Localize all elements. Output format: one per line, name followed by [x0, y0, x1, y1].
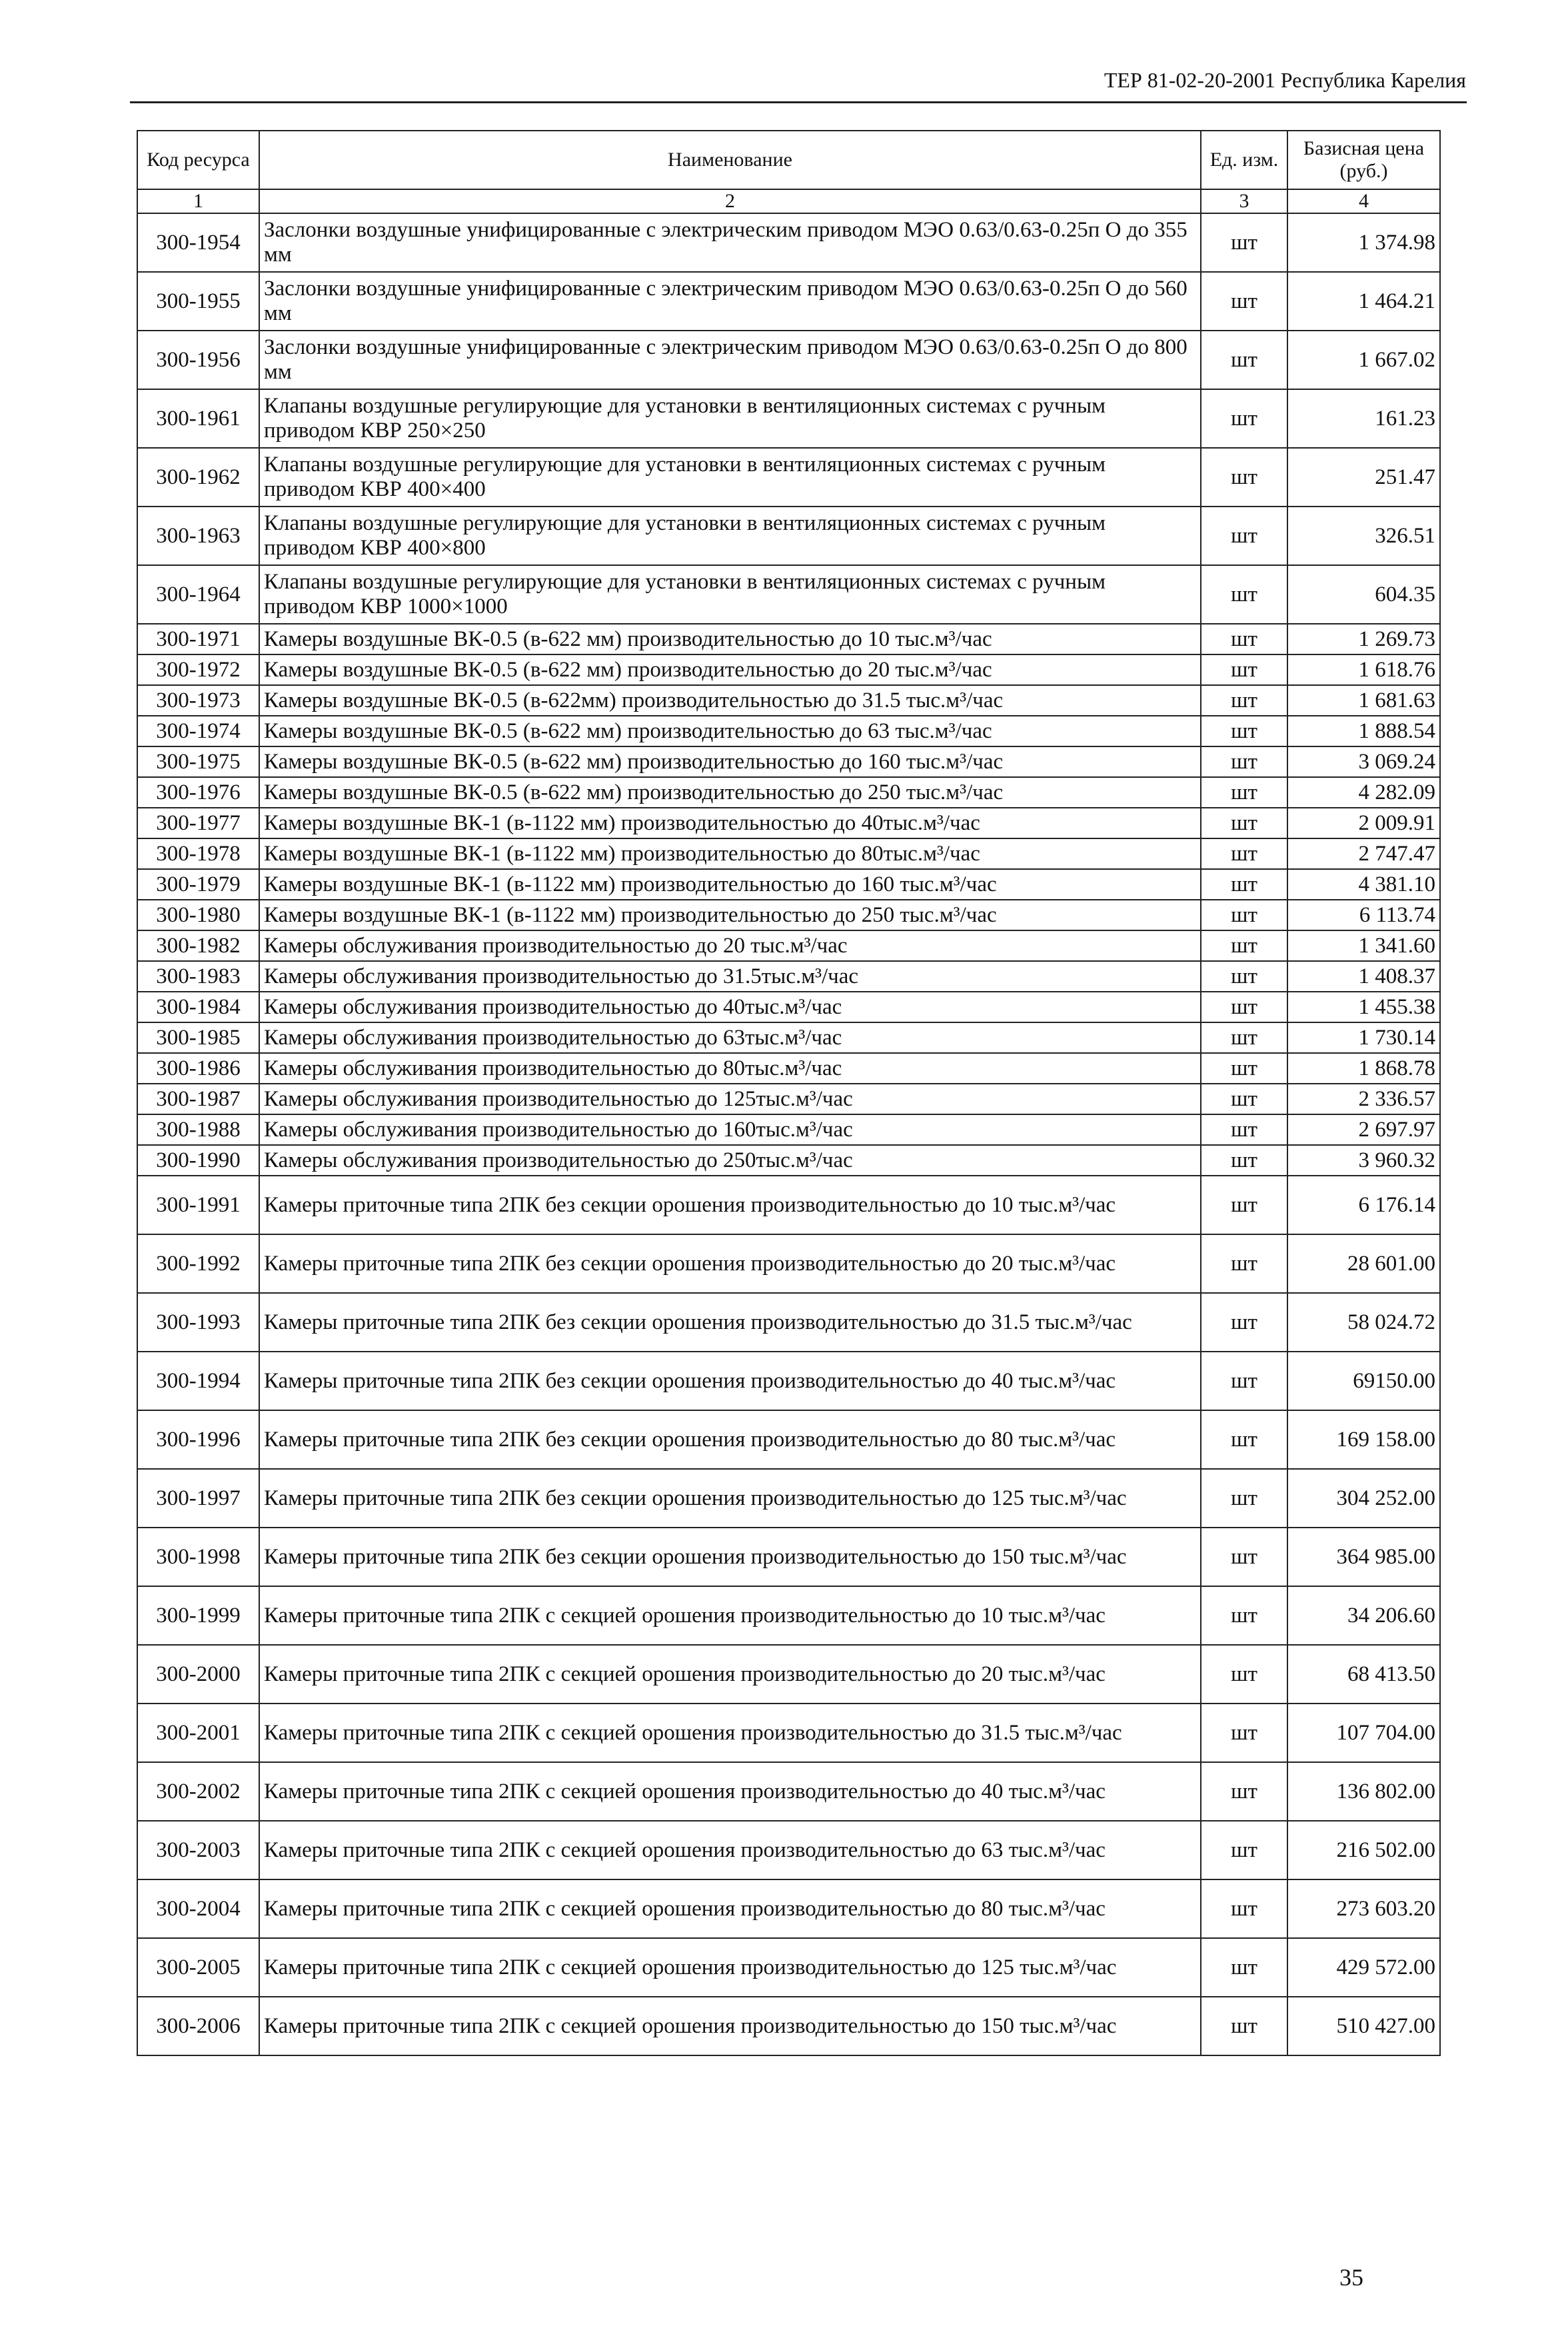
resource-code-cell: 300-1976: [137, 777, 259, 808]
table-row: [137, 716, 1440, 746]
resource-code-cell: 300-1996: [137, 1410, 259, 1469]
price-cell: 6 176.14: [1287, 1176, 1440, 1234]
resource-name-cell: Камеры воздушные ВК-0.5 (в-622 мм) производительностью до 250 тыс.м³/час: [259, 777, 1201, 808]
price-cell: 3 069.24: [1287, 746, 1440, 777]
table-row: [137, 1704, 1440, 1762]
resource-name-cell: Камеры приточные типа 2ПК с секцией орошения производительностью до 10 тыс.м³/час: [259, 1586, 1201, 1645]
table-row: [137, 331, 1440, 389]
unit-cell: шт: [1201, 1879, 1287, 1938]
resource-name-cell: Камеры приточные типа 2ПК с секцией орошения производительностью до 125 тыс.м³/час: [259, 1938, 1201, 1997]
price-cell: 1 455.38: [1287, 992, 1440, 1022]
resource-code-cell: 300-2000: [137, 1645, 259, 1704]
unit-cell: шт: [1201, 624, 1287, 654]
resource-name-cell: Камеры воздушные ВК-0.5 (в-622мм) производительностью до 31.5 тыс.м³/час: [259, 685, 1201, 716]
price-cell: 510 427.00: [1287, 1997, 1440, 2055]
table-row: [137, 624, 1440, 654]
resource-name-cell: Камеры приточные типа 2ПК без секции орошения производительностью до 20 тыс.м³/час: [259, 1234, 1201, 1293]
resource-name-cell: Камеры воздушные ВК-0.5 (в-622 мм) производительностью до 10 тыс.м³/час: [259, 624, 1201, 654]
column-number: 4: [1287, 189, 1440, 213]
resource-code-cell: 300-1964: [137, 565, 259, 624]
unit-cell: шт: [1201, 1645, 1287, 1704]
resource-name-cell: Камеры воздушные ВК-1 (в-1122 мм) производительностью до 40тыс.м³/час: [259, 808, 1201, 838]
resource-name-cell: Камеры приточные типа 2ПК без секции орошения производительностью до 10 тыс.м³/час: [259, 1176, 1201, 1234]
header-rule: [130, 101, 1467, 103]
resource-name-cell: Заслонки воздушные унифицированные с электрическим приводом МЭО 0.63/0.63-0.25п О до 800 мм: [259, 331, 1201, 389]
column-header-unit: Ед. изм.: [1201, 131, 1287, 189]
price-cell: 326.51: [1287, 507, 1440, 565]
column-number-row: [137, 189, 1440, 213]
price-cell: 1 464.21: [1287, 272, 1440, 331]
resource-name-cell: Камеры приточные типа 2ПК с секцией орошения производительностью до 63 тыс.м³/час: [259, 1821, 1201, 1879]
resource-code-cell: 300-2004: [137, 1879, 259, 1938]
table-row: [137, 1645, 1440, 1704]
resource-name-cell: Камеры воздушные ВК-1 (в-1122 мм) производительностью до 250 тыс.м³/час: [259, 900, 1201, 930]
price-cell: 2 336.57: [1287, 1084, 1440, 1114]
resource-code-cell: 300-1987: [137, 1084, 259, 1114]
resource-name-cell: Камеры обслуживания производительностью до 250тыс.м³/час: [259, 1145, 1201, 1176]
resource-code-cell: 300-1983: [137, 961, 259, 992]
unit-cell: шт: [1201, 1234, 1287, 1293]
table-row: [137, 1176, 1440, 1234]
resource-name-cell: Камеры обслуживания производительностью до 63тыс.м³/час: [259, 1022, 1201, 1053]
price-cell: 251.47: [1287, 448, 1440, 507]
unit-cell: шт: [1201, 1997, 1287, 2055]
resource-code-cell: 300-1986: [137, 1053, 259, 1084]
resource-code-cell: 300-1991: [137, 1176, 259, 1234]
unit-cell: шт: [1201, 654, 1287, 685]
column-number: 1: [137, 189, 259, 213]
price-cell: 1 730.14: [1287, 1022, 1440, 1053]
resource-code-cell: 300-1977: [137, 808, 259, 838]
resource-name-cell: Камеры приточные типа 2ПК без секции орошения производительностью до 80 тыс.м³/час: [259, 1410, 1201, 1469]
price-cell: 1 269.73: [1287, 624, 1440, 654]
table-row: [137, 808, 1440, 838]
table-row: [137, 838, 1440, 869]
resource-code-cell: 300-1998: [137, 1528, 259, 1586]
table-row: [137, 1022, 1440, 1053]
unit-cell: шт: [1201, 565, 1287, 624]
price-cell: 1 681.63: [1287, 685, 1440, 716]
column-header-price: Базисная цена (руб.): [1287, 131, 1440, 189]
resource-name-cell: Камеры обслуживания производительностью до 31.5тыс.м³/час: [259, 961, 1201, 992]
table-row: [137, 992, 1440, 1022]
resource-name-cell: Камеры приточные типа 2ПК с секцией орошения производительностью до 20 тыс.м³/час: [259, 1645, 1201, 1704]
table-row: [137, 1879, 1440, 1938]
resource-name-cell: Заслонки воздушные унифицированные с электрическим приводом МЭО 0.63/0.63-0.25п О до 560 мм: [259, 272, 1201, 331]
unit-cell: шт: [1201, 992, 1287, 1022]
resource-code-cell: 300-1955: [137, 272, 259, 331]
price-cell: 58 024.72: [1287, 1293, 1440, 1352]
page-number: 35: [1339, 2264, 1363, 2291]
resource-code-cell: 300-2006: [137, 1997, 259, 2055]
unit-cell: шт: [1201, 1938, 1287, 1997]
resource-name-cell: Камеры воздушные ВК-0.5 (в-622 мм) производительностью до 160 тыс.м³/час: [259, 746, 1201, 777]
unit-cell: шт: [1201, 331, 1287, 389]
resource-code-cell: 300-1985: [137, 1022, 259, 1053]
unit-cell: шт: [1201, 1352, 1287, 1410]
table-header-row: [137, 131, 1440, 189]
unit-cell: шт: [1201, 1586, 1287, 1645]
table-row: [137, 746, 1440, 777]
unit-cell: шт: [1201, 1821, 1287, 1879]
unit-cell: шт: [1201, 1293, 1287, 1352]
price-cell: 604.35: [1287, 565, 1440, 624]
table-row: [137, 1821, 1440, 1879]
resource-code-cell: 300-1994: [137, 1352, 259, 1410]
resource-code-cell: 300-1954: [137, 213, 259, 272]
resource-code-cell: 300-2005: [137, 1938, 259, 1997]
resource-name-cell: Камеры приточные типа 2ПК без секции орошения производительностью до 125 тыс.м³/час: [259, 1469, 1201, 1528]
unit-cell: шт: [1201, 1022, 1287, 1053]
resource-code-cell: 300-1982: [137, 930, 259, 961]
table-row: [137, 930, 1440, 961]
resource-name-cell: Камеры приточные типа 2ПК без секции орошения производительностью до 150 тыс.м³/час: [259, 1528, 1201, 1586]
price-cell: 68 413.50: [1287, 1645, 1440, 1704]
resource-name-cell: Заслонки воздушные унифицированные с электрическим приводом МЭО 0.63/0.63-0.25п О до 355 мм: [259, 213, 1201, 272]
price-cell: 4 282.09: [1287, 777, 1440, 808]
resource-name-cell: Клапаны воздушные регулирующие для установки в вентиляционных системах с ручным приводом КВР 1000×1000: [259, 565, 1201, 624]
resource-code-cell: 300-1974: [137, 716, 259, 746]
unit-cell: шт: [1201, 1762, 1287, 1821]
resource-name-cell: Камеры обслуживания производительностью до 160тыс.м³/час: [259, 1114, 1201, 1145]
resource-code-cell: 300-1979: [137, 869, 259, 900]
table-row: [137, 1469, 1440, 1528]
table-row: [137, 1293, 1440, 1352]
resource-name-cell: Камеры обслуживания производительностью до 80тыс.м³/час: [259, 1053, 1201, 1084]
price-cell: 1 888.54: [1287, 716, 1440, 746]
price-cell: 34 206.60: [1287, 1586, 1440, 1645]
resource-code-cell: 300-1997: [137, 1469, 259, 1528]
table-row: [137, 1352, 1440, 1410]
unit-cell: шт: [1201, 272, 1287, 331]
resource-name-cell: Камеры обслуживания производительностью до 20 тыс.м³/час: [259, 930, 1201, 961]
resource-code-cell: 300-1978: [137, 838, 259, 869]
table-row: [137, 1114, 1440, 1145]
resource-code-cell: 300-1999: [137, 1586, 259, 1645]
table-row: [137, 900, 1440, 930]
resource-code-cell: 300-1956: [137, 331, 259, 389]
table-row: [137, 1053, 1440, 1084]
resource-name-cell: Камеры приточные типа 2ПК без секции орошения производительностью до 40 тыс.м³/час: [259, 1352, 1201, 1410]
resource-name-cell: Камеры воздушные ВК-1 (в-1122 мм) производительностью до 160 тыс.м³/час: [259, 869, 1201, 900]
price-cell: 304 252.00: [1287, 1469, 1440, 1528]
price-cell: 2 747.47: [1287, 838, 1440, 869]
column-header-code: Код ресурса: [137, 131, 259, 189]
unit-cell: шт: [1201, 1114, 1287, 1145]
price-cell: 6 113.74: [1287, 900, 1440, 930]
price-cell: 2 697.97: [1287, 1114, 1440, 1145]
unit-cell: шт: [1201, 900, 1287, 930]
unit-cell: шт: [1201, 838, 1287, 869]
resource-name-cell: Камеры приточные типа 2ПК с секцией орошения производительностью до 40 тыс.м³/час: [259, 1762, 1201, 1821]
price-cell: 1 341.60: [1287, 930, 1440, 961]
price-cell: 1 667.02: [1287, 331, 1440, 389]
table-row: [137, 213, 1440, 272]
resource-name-cell: Камеры обслуживания производительностью до 125тыс.м³/час: [259, 1084, 1201, 1114]
table-row: [137, 1410, 1440, 1469]
price-cell: 4 381.10: [1287, 869, 1440, 900]
resource-name-cell: Камеры воздушные ВК-1 (в-1122 мм) производительностью до 80тыс.м³/час: [259, 838, 1201, 869]
resource-code-cell: 300-1973: [137, 685, 259, 716]
resource-name-cell: Клапаны воздушные регулирующие для установки в вентиляционных системах с ручным приводом КВР 400×800: [259, 507, 1201, 565]
price-cell: 28 601.00: [1287, 1234, 1440, 1293]
price-cell: 107 704.00: [1287, 1704, 1440, 1762]
unit-cell: шт: [1201, 1704, 1287, 1762]
table-row: [137, 1084, 1440, 1114]
price-cell: 1 374.98: [1287, 213, 1440, 272]
table-row: [137, 869, 1440, 900]
resource-name-cell: Клапаны воздушные регулирующие для установки в вентиляционных системах с ручным приводом КВР 400×400: [259, 448, 1201, 507]
price-cell: 136 802.00: [1287, 1762, 1440, 1821]
unit-cell: шт: [1201, 389, 1287, 448]
resource-code-cell: 300-1980: [137, 900, 259, 930]
price-cell: 2 009.91: [1287, 808, 1440, 838]
resource-code-cell: 300-2002: [137, 1762, 259, 1821]
resource-name-cell: Камеры приточные типа 2ПК без секции орошения производительностью до 31.5 тыс.м³/час: [259, 1293, 1201, 1352]
table-row: [137, 565, 1440, 624]
price-cell: 429 572.00: [1287, 1938, 1440, 1997]
table-row: [137, 1586, 1440, 1645]
table-row: [137, 507, 1440, 565]
price-cell: 3 960.32: [1287, 1145, 1440, 1176]
unit-cell: шт: [1201, 777, 1287, 808]
resource-name-cell: Камеры воздушные ВК-0.5 (в-622 мм) производительностью до 20 тыс.м³/час: [259, 654, 1201, 685]
resource-code-cell: 300-1962: [137, 448, 259, 507]
resource-code-cell: 300-2003: [137, 1821, 259, 1879]
table-row: [137, 685, 1440, 716]
price-cell: 169 158.00: [1287, 1410, 1440, 1469]
resource-name-cell: Камеры воздушные ВК-0.5 (в-622 мм) производительностью до 63 тыс.м³/час: [259, 716, 1201, 746]
column-header-name: Наименование: [259, 131, 1201, 189]
price-cell: 161.23: [1287, 389, 1440, 448]
resource-code-cell: 300-1972: [137, 654, 259, 685]
resource-name-cell: Камеры приточные типа 2ПК с секцией орошения производительностью до 150 тыс.м³/час: [259, 1997, 1201, 2055]
resource-code-cell: 300-1961: [137, 389, 259, 448]
unit-cell: шт: [1201, 1084, 1287, 1114]
price-cell: 364 985.00: [1287, 1528, 1440, 1586]
resource-name-cell: Камеры приточные типа 2ПК с секцией орошения производительностью до 31.5 тыс.м³/час: [259, 1704, 1201, 1762]
unit-cell: шт: [1201, 1053, 1287, 1084]
column-number: 2: [259, 189, 1201, 213]
table-row: [137, 777, 1440, 808]
unit-cell: шт: [1201, 1528, 1287, 1586]
document-header-title: ТЕР 81-02-20-2001 Республика Карелия: [1104, 68, 1466, 92]
table-row: [137, 961, 1440, 992]
resource-code-cell: 300-2001: [137, 1704, 259, 1762]
unit-cell: шт: [1201, 961, 1287, 992]
unit-cell: шт: [1201, 930, 1287, 961]
resource-code-cell: 300-1992: [137, 1234, 259, 1293]
unit-cell: шт: [1201, 808, 1287, 838]
unit-cell: шт: [1201, 213, 1287, 272]
resource-code-cell: 300-1988: [137, 1114, 259, 1145]
unit-cell: шт: [1201, 448, 1287, 507]
unit-cell: шт: [1201, 1176, 1287, 1234]
unit-cell: шт: [1201, 1469, 1287, 1528]
unit-cell: шт: [1201, 1145, 1287, 1176]
price-cell: 1 618.76: [1287, 654, 1440, 685]
resource-code-cell: 300-1963: [137, 507, 259, 565]
table-row: [137, 1938, 1440, 1997]
resource-price-table: [137, 130, 1441, 2056]
table-row: [137, 1997, 1440, 2055]
unit-cell: шт: [1201, 685, 1287, 716]
unit-cell: шт: [1201, 746, 1287, 777]
resource-code-cell: 300-1993: [137, 1293, 259, 1352]
table-row: [137, 1145, 1440, 1176]
column-number: 3: [1201, 189, 1287, 213]
resource-code-cell: 300-1984: [137, 992, 259, 1022]
price-cell: 216 502.00: [1287, 1821, 1440, 1879]
resource-code-cell: 300-1990: [137, 1145, 259, 1176]
price-cell: 69150.00: [1287, 1352, 1440, 1410]
unit-cell: шт: [1201, 507, 1287, 565]
price-cell: 273 603.20: [1287, 1879, 1440, 1938]
table-row: [137, 1762, 1440, 1821]
table-row: [137, 1528, 1440, 1586]
table-row: [137, 654, 1440, 685]
table-row: [137, 1234, 1440, 1293]
unit-cell: шт: [1201, 716, 1287, 746]
resource-name-cell: Клапаны воздушные регулирующие для установки в вентиляционных системах с ручным приводом КВР 250×250: [259, 389, 1201, 448]
unit-cell: шт: [1201, 869, 1287, 900]
unit-cell: шт: [1201, 1410, 1287, 1469]
resource-code-cell: 300-1975: [137, 746, 259, 777]
table-row: [137, 272, 1440, 331]
resource-code-cell: 300-1971: [137, 624, 259, 654]
resource-name-cell: Камеры обслуживания производительностью до 40тыс.м³/час: [259, 992, 1201, 1022]
table-row: [137, 448, 1440, 507]
price-cell: 1 408.37: [1287, 961, 1440, 992]
table-row: [137, 389, 1440, 448]
price-cell: 1 868.78: [1287, 1053, 1440, 1084]
resource-name-cell: Камеры приточные типа 2ПК с секцией орошения производительностью до 80 тыс.м³/час: [259, 1879, 1201, 1938]
